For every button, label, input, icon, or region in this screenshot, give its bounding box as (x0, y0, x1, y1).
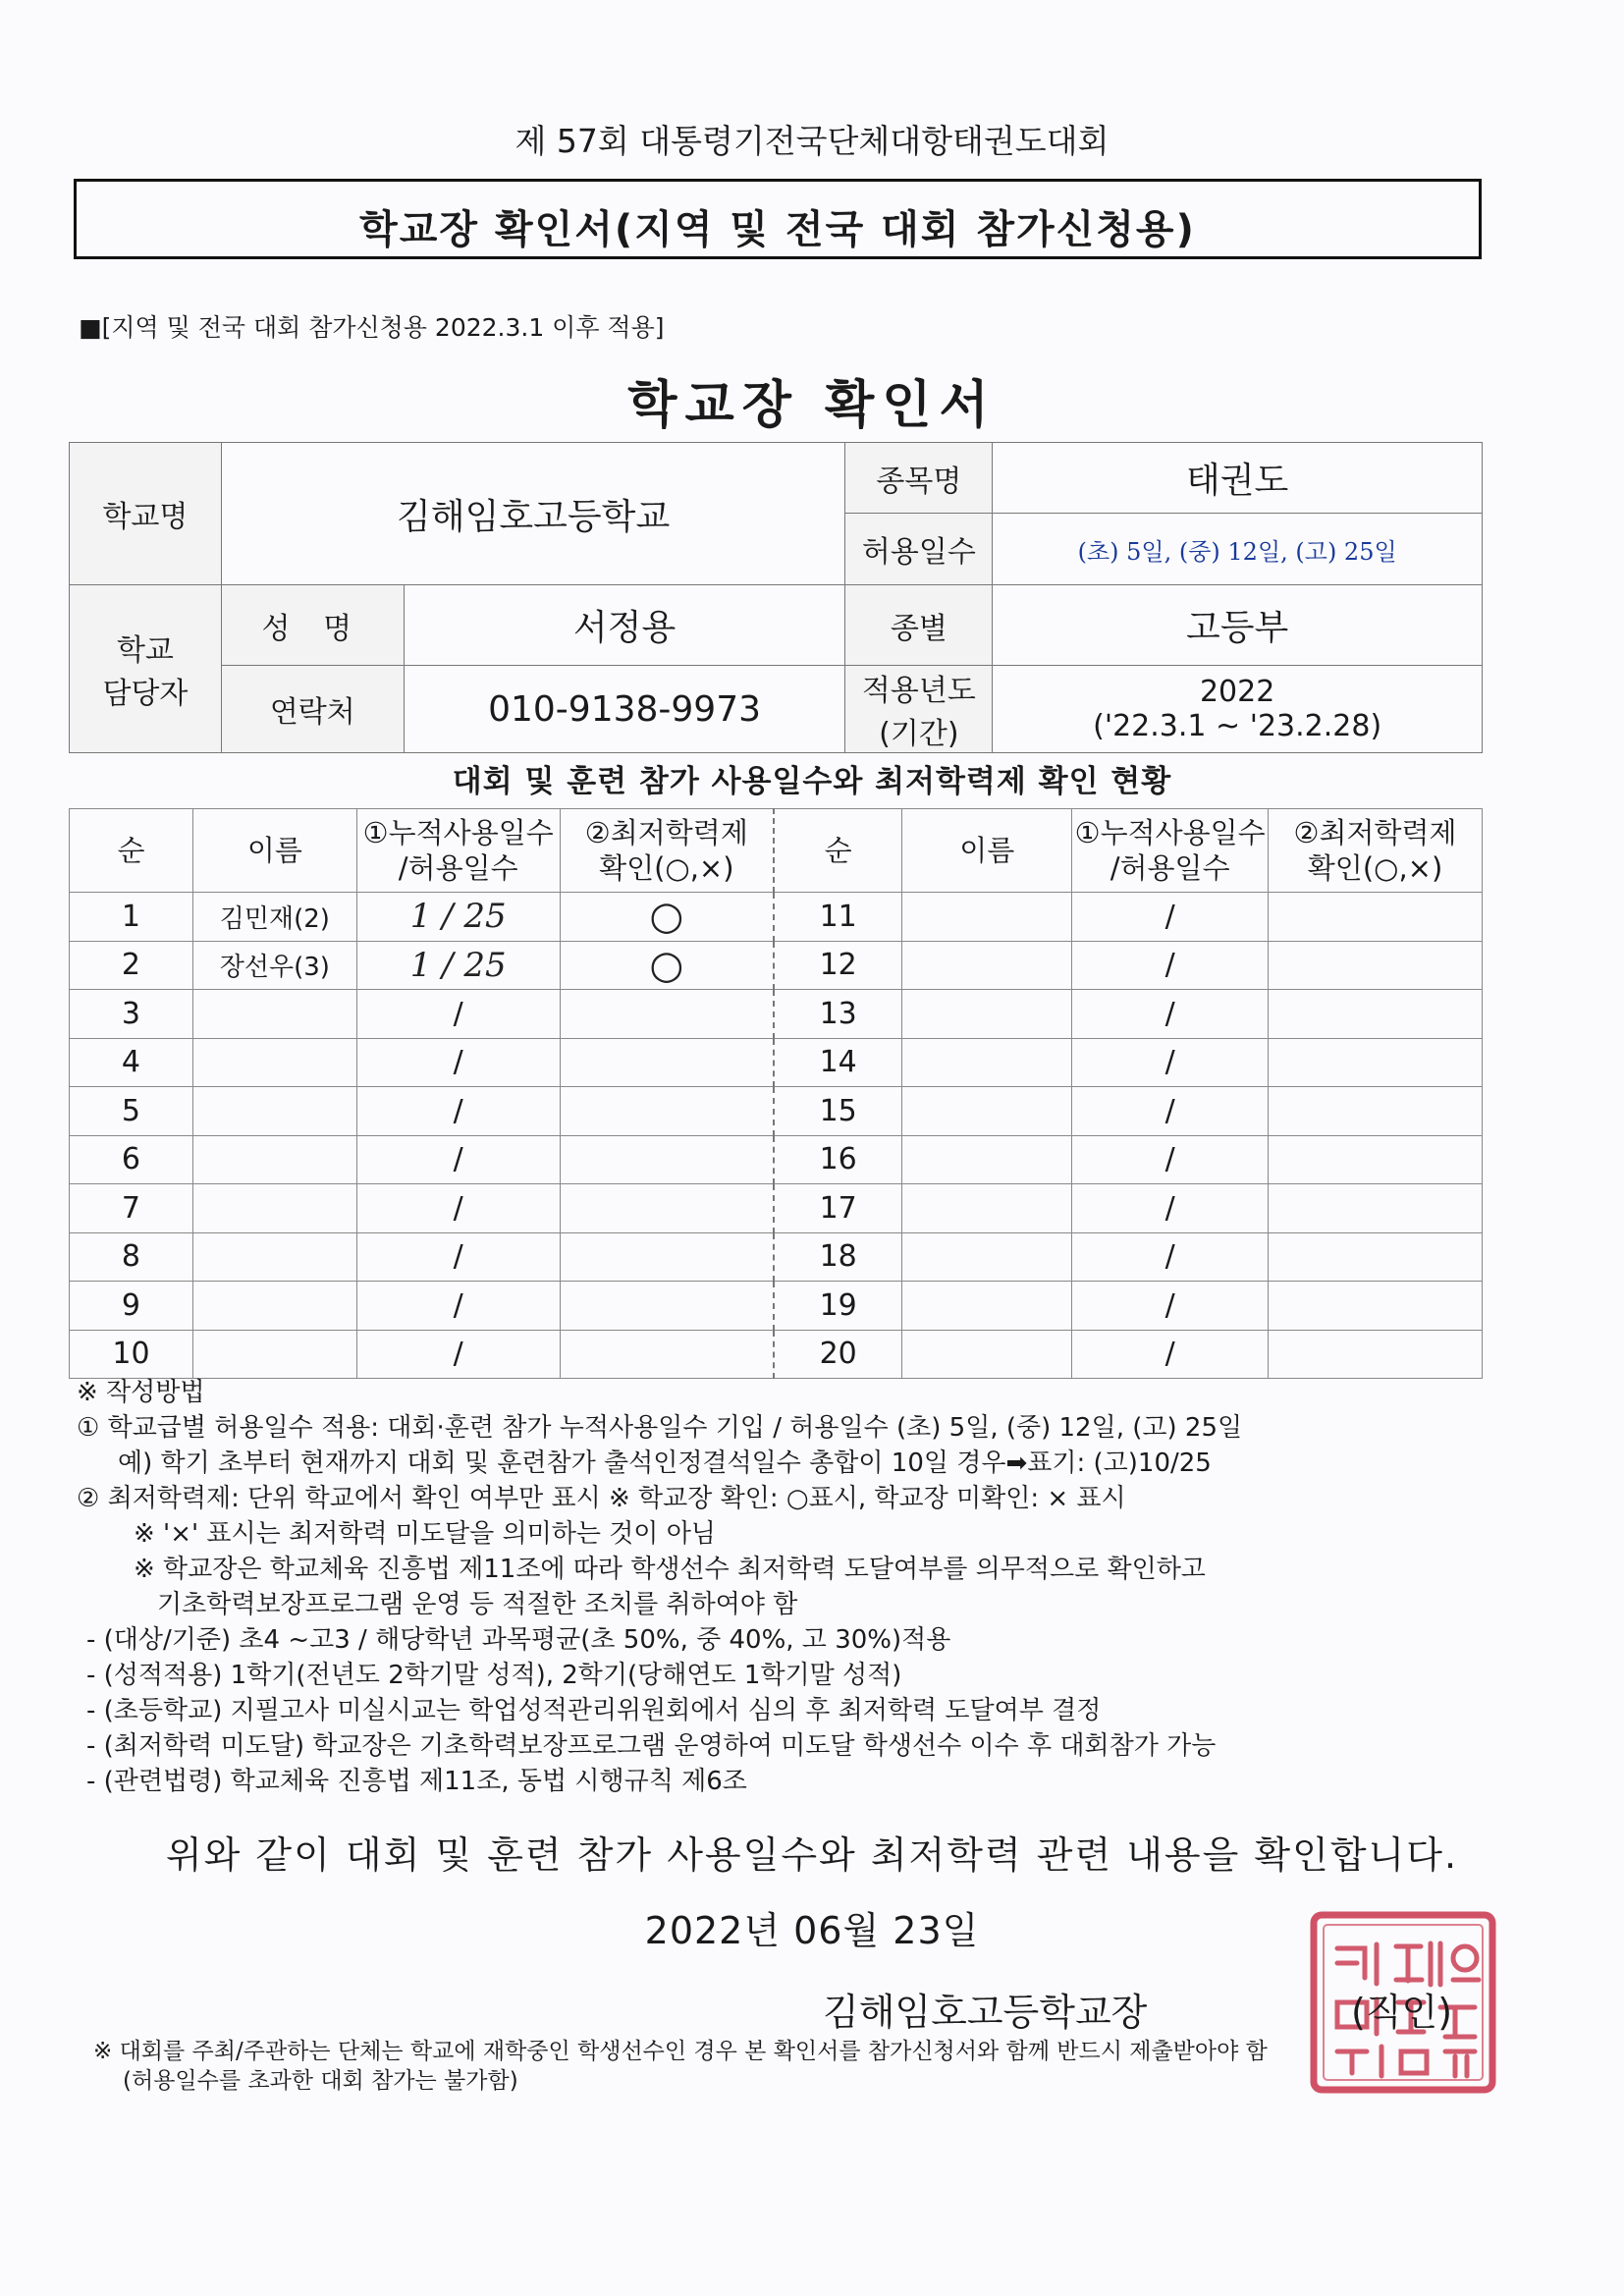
row-no: 10 (70, 1330, 193, 1379)
header-days-line2: /허용일수 (1110, 851, 1230, 885)
header-check-line1: ②최저학력제 (584, 815, 748, 849)
document-title: 학교장 확인서(지역 및 전국 대회 참가신청용) (359, 207, 1196, 252)
row-name (192, 1282, 356, 1331)
row-check (560, 1087, 774, 1136)
row-check (1269, 893, 1483, 942)
status-title: 대회 및 훈련 참가 사용일수와 최저학력제 확인 현황 (452, 764, 1172, 799)
row-check: ○ (560, 893, 774, 942)
row-days: / (356, 1184, 560, 1233)
row-no: 7 (70, 1184, 193, 1233)
allow-value: (초) 5일, (중) 12일, (고) 25일 (993, 514, 1483, 585)
row-no: 2 (70, 941, 193, 990)
row-name (902, 1232, 1072, 1282)
name-label: 성 명 (221, 585, 404, 666)
header-name: 이름 (902, 809, 1072, 893)
header-days (356, 809, 560, 893)
row-name (902, 1184, 1072, 1233)
confirm-text: 위와 같이 대회 및 훈련 참가 사용일수와 최저학력 관련 내용을 확인합니다. (165, 1833, 1459, 1877)
row-check (1269, 1038, 1483, 1087)
apply-note: ■[지역 및 전국 대회 참가신청용 2022.3.1 이후 적용] (79, 313, 665, 342)
row-name (192, 1135, 356, 1184)
row-name (192, 1330, 356, 1379)
row-name (902, 1087, 1072, 1136)
row-no: 9 (70, 1282, 193, 1331)
table-row (70, 1087, 1483, 1136)
seal-label: (직인) (1351, 1991, 1453, 2034)
confirm-date: 2022년 06월 23일 (644, 1909, 980, 1952)
year-value (993, 666, 1483, 753)
footer-note (93, 2037, 1527, 2096)
row-name (902, 1282, 1072, 1331)
header-check-line1: ②최저학력제 (1293, 815, 1457, 849)
row-no: 5 (70, 1087, 193, 1136)
row-name (192, 1087, 356, 1136)
sport-label: 종목명 (845, 443, 993, 514)
row-days: / (356, 1232, 560, 1282)
table-row (70, 1184, 1483, 1233)
row-name (902, 941, 1072, 990)
row-no: 3 (70, 990, 193, 1039)
row-check (1269, 1282, 1483, 1331)
row-name: 김민재(2) (192, 893, 356, 942)
row-no: 11 (774, 893, 902, 942)
division-label: 종별 (845, 585, 993, 666)
row-check (1269, 1184, 1483, 1233)
contact-label: 연락처 (221, 666, 404, 753)
row-days: / (1072, 1330, 1269, 1379)
method-line: ※ 학교장은 학교체육 진흥법 제11조에 따라 학생선수 최저학력 도달여부를 의무적으로 확인하고 (134, 1555, 1206, 1584)
row-no: 17 (774, 1184, 902, 1233)
row-check (1269, 941, 1483, 990)
method-line: ① 학교급별 허용일수 적용: 대회·훈련 참가 누적사용일수 기입 / 허용일수 (초) 5일, (중) 12일, (고) 25일 (77, 1413, 1243, 1443)
row-no: 12 (774, 941, 902, 990)
table-row (70, 990, 1483, 1039)
header-days-line2: /허용일수 (398, 851, 518, 885)
table-row (70, 1330, 1483, 1379)
row-days: / (1072, 1184, 1269, 1233)
event-title: 제 57회 대통령기전국단체대항태권도대회 (514, 122, 1110, 160)
row-no: 15 (774, 1087, 902, 1136)
year-value-line2: ('22.3.1 ~ '23.2.28) (1093, 709, 1382, 743)
method-line: - (최저학력 미도달) 학교장은 기초학력보장프로그램 운영하여 미도달 학생선수 이수 후 대회참가 가능 (86, 1731, 1217, 1761)
row-days: 1 / 25 (356, 893, 560, 942)
footer-line: (허용일수를 초과한 대회 참가는 불가함) (123, 2068, 518, 2094)
row-no: 20 (774, 1330, 902, 1379)
row-check (1269, 1087, 1483, 1136)
contact-value: 010-9138-9973 (404, 666, 845, 753)
principal-name: 김해임호고등학교장 (823, 1991, 1148, 2034)
header-check (560, 809, 774, 893)
table-row (70, 1038, 1483, 1087)
header-check-line2: 확인(○,×) (1307, 851, 1443, 885)
row-name (902, 1135, 1072, 1184)
document-title-box (74, 179, 1482, 259)
row-no: 1 (70, 893, 193, 942)
row-check (560, 1330, 774, 1379)
division-value: 고등부 (993, 585, 1483, 666)
row-days: / (356, 1135, 560, 1184)
row-days: / (1072, 941, 1269, 990)
row-no: 16 (774, 1135, 902, 1184)
method-line: ※ '×' 표시는 최저학력 미도달을 의미하는 것이 아님 (134, 1519, 716, 1549)
row-check: ○ (560, 941, 774, 990)
usage-table-header (70, 809, 1483, 893)
row-check (1269, 1232, 1483, 1282)
row-check (560, 1135, 774, 1184)
row-name (192, 990, 356, 1039)
row-name (192, 1038, 356, 1087)
row-days: / (356, 990, 560, 1039)
row-name (902, 1330, 1072, 1379)
row-no: 4 (70, 1038, 193, 1087)
row-no: 18 (774, 1232, 902, 1282)
row-check (560, 990, 774, 1039)
header-days-line1: ①누적사용일수 (1074, 815, 1266, 849)
header-no: 순 (774, 809, 902, 893)
writing-method (77, 1375, 1530, 1799)
school-info-table (69, 442, 1483, 753)
main-title: 학교장 확인서 (627, 376, 997, 435)
usage-table-body (70, 893, 1483, 1379)
row-days: 1 / 25 (356, 941, 560, 990)
row-days: / (1072, 893, 1269, 942)
row-no: 6 (70, 1135, 193, 1184)
row-days: / (1072, 1232, 1269, 1282)
method-line: - (대상/기준) 초4 ~고3 / 해당학년 과목평균(초 50%, 중 40%, 고 30%)적용 (86, 1625, 951, 1655)
footer-line: ※ 대회를 주최/주관하는 단체는 학교에 재학중인 학생선수인 경우 본 확인서를 참가신청서와 함께 반드시 제출받아야 함 (93, 2039, 1268, 2064)
table-row (70, 1282, 1483, 1331)
table-row (70, 1135, 1483, 1184)
header-check-line2: 확인(○,×) (599, 851, 734, 885)
method-title: ※ 작성방법 (77, 1378, 205, 1407)
header-days-line1: ①누적사용일수 (362, 815, 554, 849)
row-check (560, 1282, 774, 1331)
year-label (845, 666, 993, 753)
table-row (70, 1232, 1483, 1282)
row-days: / (1072, 990, 1269, 1039)
row-name: 장선우(3) (192, 941, 356, 990)
header-no: 순 (70, 809, 193, 893)
row-name (192, 1232, 356, 1282)
row-check (1269, 1135, 1483, 1184)
row-no: 14 (774, 1038, 902, 1087)
school-value: 김해임호고등학교 (221, 443, 845, 585)
row-name (902, 990, 1072, 1039)
method-line: - (성적적용) 1학기(전년도 2학기말 성적), 2학기(당해연도 1학기말 성적) (86, 1661, 902, 1690)
allow-label: 허용일수 (845, 514, 993, 585)
row-days: / (1072, 1135, 1269, 1184)
row-check (1269, 1330, 1483, 1379)
method-line: 기초학력보장프로그램 운영 등 적절한 조치를 취하여야 함 (157, 1590, 798, 1619)
row-no: 19 (774, 1282, 902, 1331)
header-check (1269, 809, 1483, 893)
year-value-line1: 2022 (1199, 675, 1275, 709)
row-days: / (356, 1330, 560, 1379)
method-line: - (관련법령) 학교체육 진흥법 제11조, 동법 시행규칙 제6조 (86, 1767, 747, 1796)
row-name (902, 893, 1072, 942)
row-days: / (1072, 1087, 1269, 1136)
row-days: / (356, 1282, 560, 1331)
sport-value: 태권도 (993, 443, 1483, 514)
row-days: / (356, 1087, 560, 1136)
method-line: ② 최저학력제: 단위 학교에서 확인 여부만 표시 ※ 학교장 확인: ○표시, 학교장 미확인: × 표시 (77, 1484, 1126, 1513)
row-check (560, 1184, 774, 1233)
manager-label-line2: 담당자 (102, 677, 189, 711)
row-days: / (1072, 1038, 1269, 1087)
header-days (1072, 809, 1269, 893)
row-no: 13 (774, 990, 902, 1039)
row-check (560, 1232, 774, 1282)
header-name: 이름 (192, 809, 356, 893)
table-row (70, 893, 1483, 942)
table-row (70, 941, 1483, 990)
method-line: 예) 학기 초부터 현재까지 대회 및 훈련참가 출석인정결석일수 총합이 10일 경우➡표기: (고)10/25 (118, 1449, 1212, 1478)
usage-table (69, 808, 1483, 1379)
row-name (192, 1184, 356, 1233)
row-no: 8 (70, 1232, 193, 1282)
row-days: / (356, 1038, 560, 1087)
manager-label-line1: 학교 (116, 633, 174, 668)
year-label-line2: (기간) (879, 717, 959, 751)
school-label: 학교명 (70, 443, 222, 585)
manager-label (70, 585, 222, 753)
name-value: 서정용 (404, 585, 845, 666)
row-check (560, 1038, 774, 1087)
year-label-line1: 적용년도 (861, 674, 976, 708)
row-days: / (1072, 1282, 1269, 1331)
row-check (1269, 990, 1483, 1039)
row-name (902, 1038, 1072, 1087)
method-line: - (초등학교) 지필고사 미실시교는 학업성적관리위원회에서 심의 후 최저학력 도달여부 결정 (86, 1696, 1102, 1725)
